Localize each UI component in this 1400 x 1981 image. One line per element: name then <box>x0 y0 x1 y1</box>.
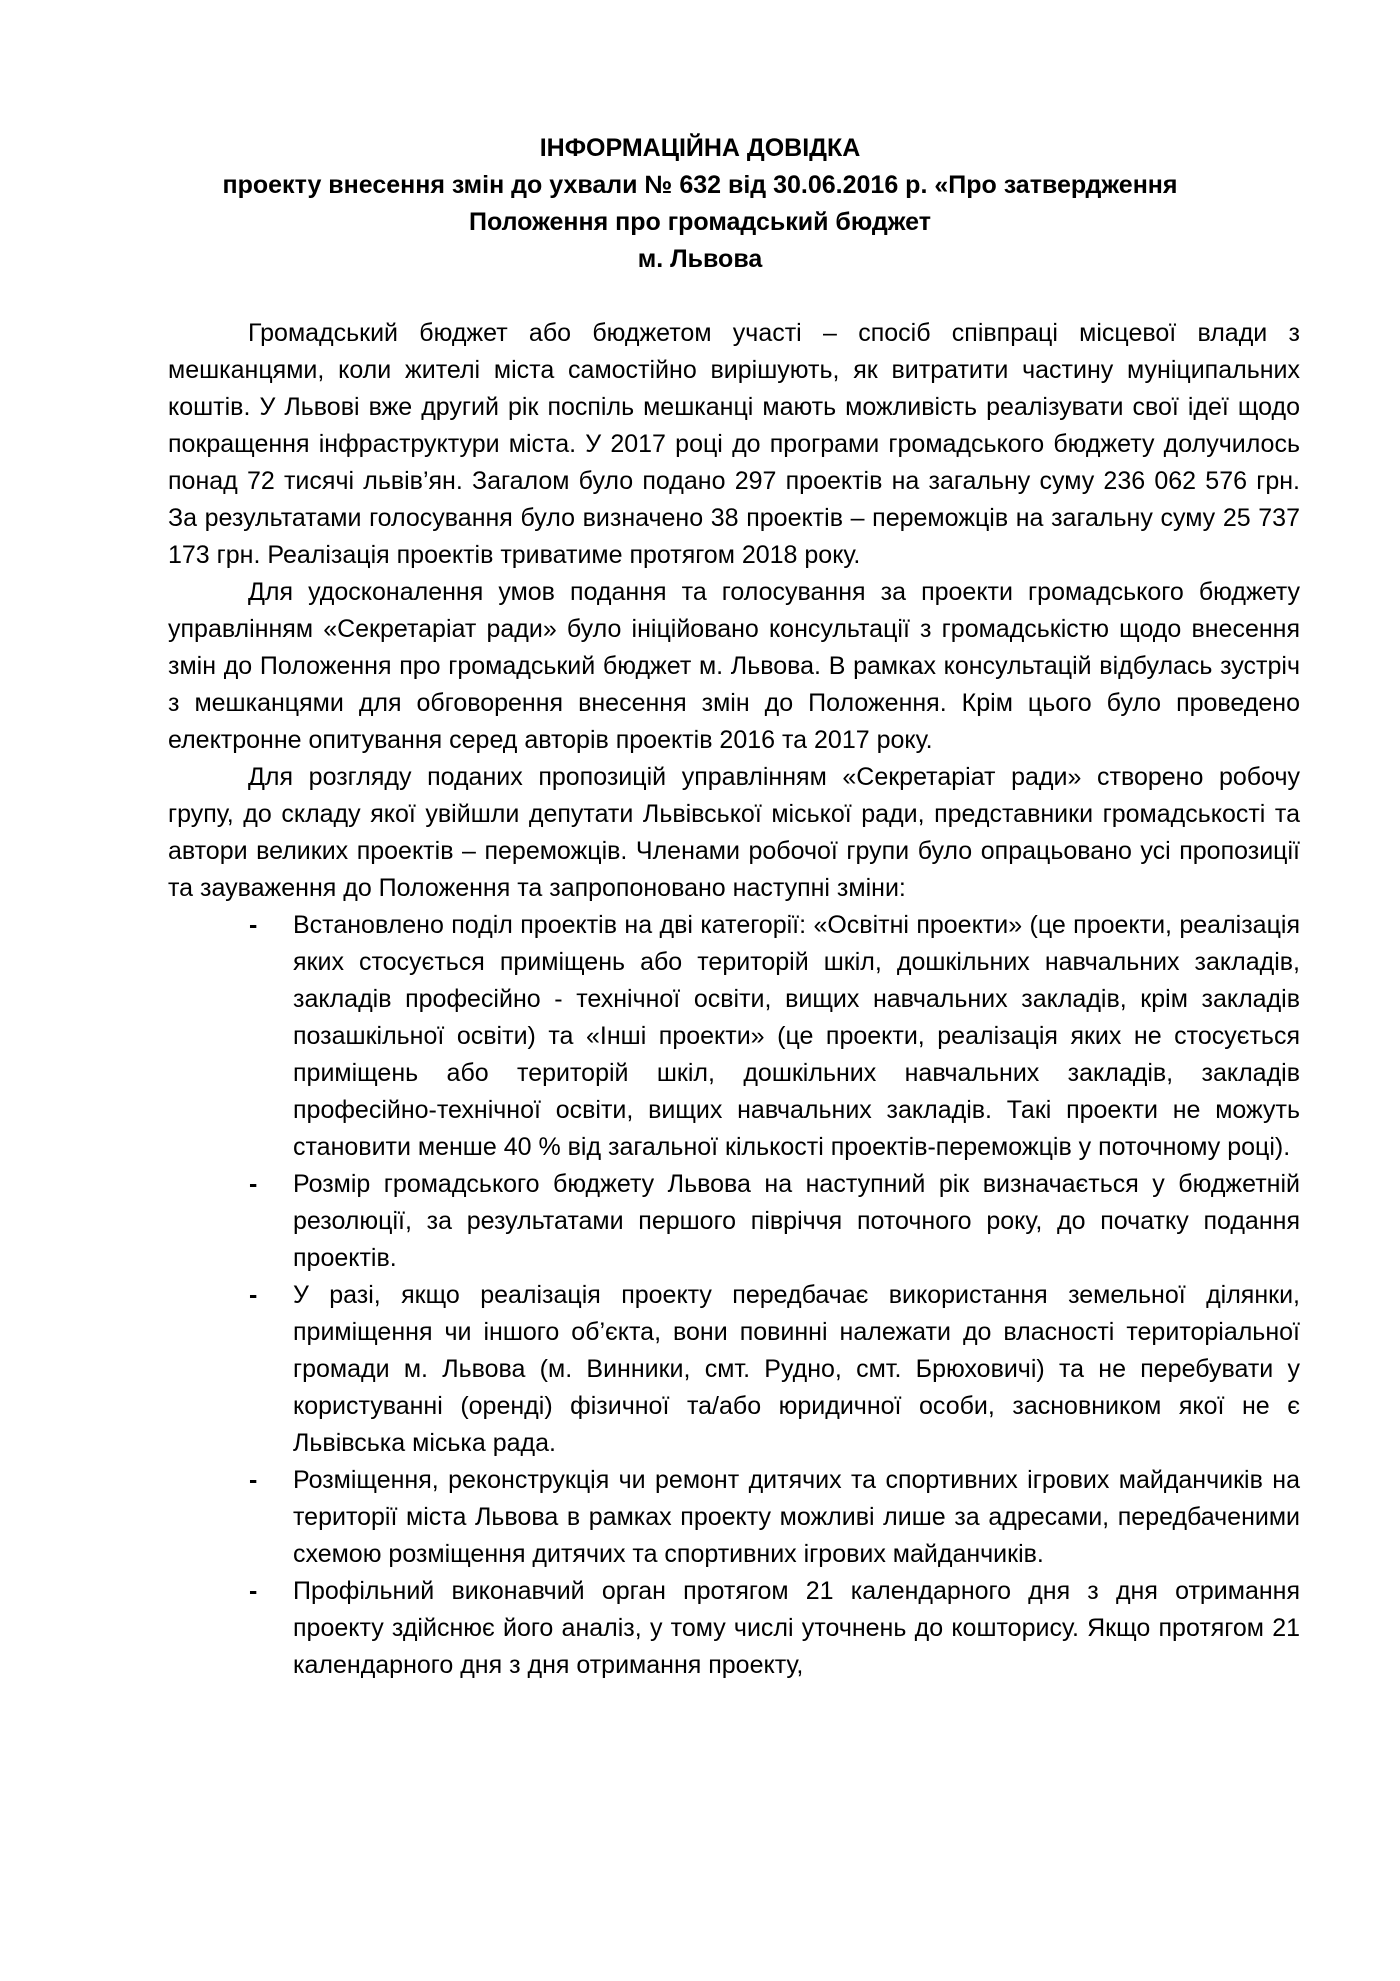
list-item <box>168 1166 1300 1277</box>
list-item-text: Встановлено поділ проектів на дві категорії: «Освітні проекти» (це проекти, реалізація яких стосується приміщень або територій шкіл, дошкільних навчальних закладів, закладів професійно - технічної освіти, вищих навчальних закладів, крім закладів позашкільної освіти) та «Інші проекти» (це проекти, реалізація яких не стосується приміщень або територій шкіл, дошкільних навчальних закладів, закладів професійно-технічної освіти, вищих навчальних закладів. Такі проекти не можуть становити менше 40 % від загальної кількості проектів-переможців у поточному році). <box>293 911 1300 1161</box>
list-item-text: Розміщення, реконструкція чи ремонт дитячих та спортивних ігрових майданчиків на території міста Львова в рамках проекту можливі лише за адресами, передбаченими схемою розміщення дитячих та спортивних ігрових майданчиків. <box>293 1466 1300 1568</box>
list-item <box>168 907 1300 1166</box>
list-bullet: - <box>249 911 258 939</box>
paragraph-consultations: Для удосконалення умов подання та голосування за проекти громадського бюджету управлінням «Секретаріат ради» було ініційовано консультації з громадськістю щодо внесення змін до Положення про громадський бюджет м. Львова. В рамках консультацій відбулась зустріч з мешканцями для обговорення внесення змін до Положення. Крім цього було проведено електронне опитування серед авторів проектів 2016 та 2017 року. <box>168 578 1300 754</box>
changes-list <box>168 907 1300 1684</box>
heading-subtitle-line-1: проекту внесення змін до ухвали № 632 від 30.06.2016 р. «Про затвердження <box>222 171 1178 199</box>
list-item <box>168 1462 1300 1573</box>
document-heading <box>0 130 1400 278</box>
document-body <box>168 315 1300 1684</box>
paragraph-working-group: Для розгляду поданих пропозицій управлінням «Секретаріат ради» створено робочу групу, до складу якої увійшли депутати Львівської міської ради, представники громадськості та автори великих проектів – переможців. Членами робочої групи було опрацьовано усі пропозиції та зауваження до Положення та запропоновано наступні зміни: <box>168 763 1300 902</box>
list-item <box>168 1277 1300 1462</box>
list-bullet: - <box>249 1281 258 1309</box>
list-item-text: Розмір громадського бюджету Львова на наступний рік визначається у бюджетній резолюції, за результатами першого півріччя поточного року, до початку подання проектів. <box>293 1170 1300 1272</box>
list-item <box>168 1573 1300 1684</box>
heading-title: ІНФОРМАЦІЙНА ДОВІДКА <box>539 134 861 162</box>
heading-subtitle-line-3: м. Львова <box>637 245 763 273</box>
heading-subtitle-line-2: Положення про громадський бюджет <box>469 208 931 236</box>
list-bullet: - <box>249 1577 258 1605</box>
list-item-text: У разі, якщо реалізація проекту передбачає використання земельної ділянки, приміщення чи іншого об’єкта, вони повинні належати до власності територіальної громади м. Львова (м. Винники, смт. Рудно, смт. Брюховичі) та не перебувати у користуванні (оренді) фізичної та/або юридичної особи, засновником якої не є Львівська міська рада. <box>293 1281 1300 1457</box>
list-bullet: - <box>249 1466 258 1494</box>
list-item-text: Профільний виконавчий орган протягом 21 календарного дня з дня отримання проекту здійснює його аналіз, у тому числі уточнень до кошторису. Якщо протягом 21 календарного дня з дня отримання проекту, <box>293 1577 1300 1679</box>
list-bullet: - <box>249 1170 258 1198</box>
paragraph-intro: Громадський бюджет або бюджетом участі – спосіб співпраці місцевої влади з мешканцями, коли жителі міста самостійно вирішують, як витратити частину муніципальних коштів. У Львові вже другий рік поспіль мешканці мають можливість реалізувати свої ідеї щодо покращення інфраструктури міста. У 2017 році до програми громадського бюджету долучилось понад 72 тисячі львів’ян. Загалом було подано 297 проектів на загальну суму 236 062 576 грн. За результатами голосування було визначено 38 проектів – переможців на загальну суму 25 737 173 грн. Реалізація проектів триватиме протягом 2018 року. <box>168 319 1300 569</box>
